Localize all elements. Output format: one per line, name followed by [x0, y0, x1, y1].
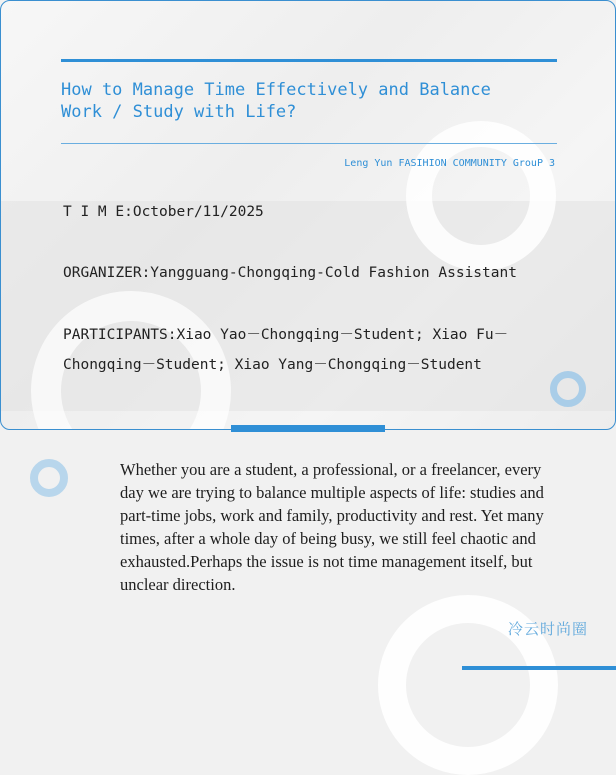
brand-logo-text: 冷云时尚圈	[508, 620, 589, 638]
decorative-ring-left-blue	[30, 459, 68, 497]
time-line: T I M E:October/11/2025	[63, 204, 264, 220]
bottom-accent-bar	[462, 666, 616, 670]
intro-paragraph: Whether you are a student, a professional, or a freelancer, every day we are trying to balance multiple aspects of life: studies and part-time jobs, work and family, productivity and rest. Yet many times, after a whole day of being busy, we still feel chaotic and exhausted.Perhaps the issue is not time management itself, but unclear direction.	[120, 460, 544, 594]
community-subtitle: Leng Yun FASIHION COMMUNITY GrouP 3	[344, 158, 555, 169]
participants-line: PARTICIPANTS:Xiao Yao－Chongqing－Student; Xiao Fu－Chongqing－Student; Xiao Yang－Chongqing－Student	[63, 327, 509, 373]
decorative-ring-small-blue	[550, 371, 586, 407]
top-rule	[61, 59, 557, 62]
card-tab-accent	[231, 425, 385, 432]
title-divider	[61, 143, 557, 144]
organizer-line: ORGANIZER:Yangguang-Chongqing-Cold Fashion Assistant	[63, 265, 517, 281]
article-title: How to Manage Time Effectively and Balance Work / Study with Life?	[61, 80, 491, 122]
